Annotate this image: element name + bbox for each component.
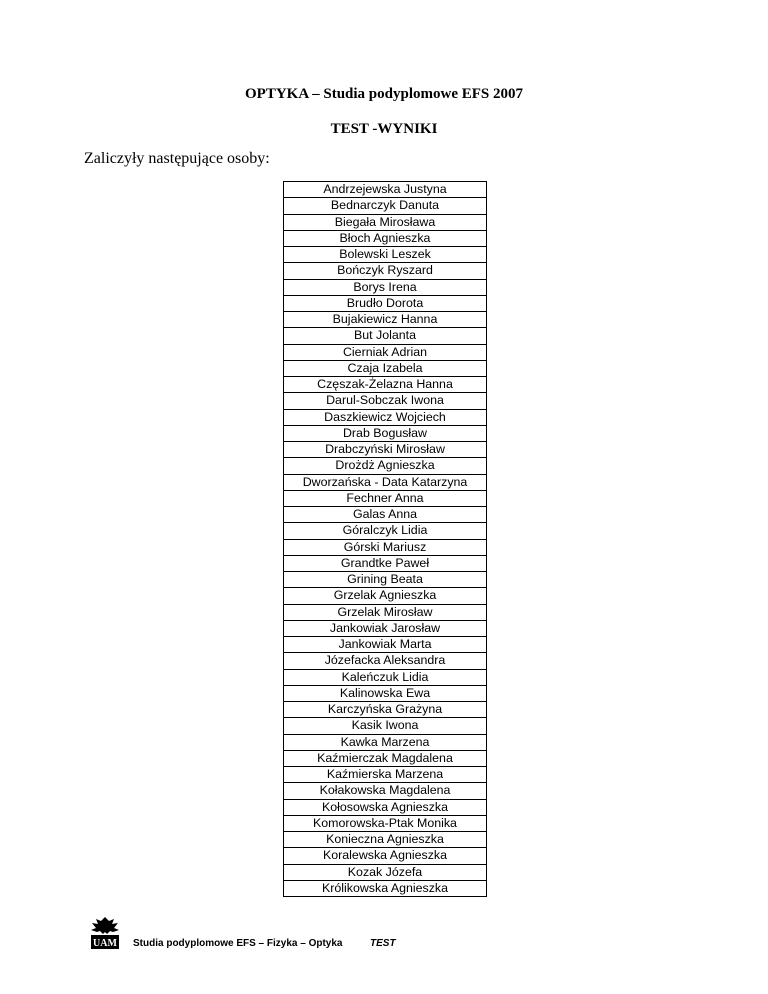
document-subtitle: TEST -WYNIKI <box>330 121 438 137</box>
table-row <box>284 279 487 295</box>
name-cell: Andrzejewska Justyna <box>284 182 487 198</box>
table-row <box>284 734 487 750</box>
table-row <box>284 702 487 718</box>
name-cell: Góralczyk Lidia <box>284 523 487 539</box>
table-row <box>284 328 487 344</box>
name-cell: Kalinowska Ewa <box>284 685 487 701</box>
name-cell: Drożdż Agnieszka <box>284 458 487 474</box>
name-cell: Cierniak Adrian <box>284 344 487 360</box>
name-cell: Błoch Agnieszka <box>284 230 487 246</box>
name-cell: Czaja Izabela <box>284 360 487 376</box>
table-row <box>284 263 487 279</box>
table-row <box>284 620 487 636</box>
name-cell: Grining Beata <box>284 572 487 588</box>
table-row <box>284 230 487 246</box>
table-row <box>284 458 487 474</box>
name-cell: Karczyńska Grażyna <box>284 702 487 718</box>
name-cell: Bujakiewicz Hanna <box>284 312 487 328</box>
table-row <box>284 848 487 864</box>
table-row <box>284 474 487 490</box>
table-row <box>284 604 487 620</box>
table-row <box>284 880 487 896</box>
table-row <box>284 214 487 230</box>
name-cell: Kasik Iwona <box>284 718 487 734</box>
name-cell: Kozak Józefa <box>284 864 487 880</box>
name-cell: Kawka Marzena <box>284 734 487 750</box>
table-row <box>284 442 487 458</box>
name-cell: Kołakowska Magdalena <box>284 783 487 799</box>
name-cell: Jankowiak Marta <box>284 637 487 653</box>
name-cell: Częszak-Żelazna Hanna <box>284 377 487 393</box>
name-cell: Bończyk Ryszard <box>284 263 487 279</box>
footer-text: Studia podyplomowe EFS – Fizyka – Optyka <box>133 938 343 949</box>
intro-text: Zaliczyły następujące osoby: <box>84 150 270 167</box>
table-row <box>284 409 487 425</box>
name-cell: Jankowiak Jarosław <box>284 620 487 636</box>
name-cell: Koralewska Agnieszka <box>284 848 487 864</box>
name-cell: But Jolanta <box>284 328 487 344</box>
table-row <box>284 572 487 588</box>
name-cell: Dworzańska - Data Katarzyna <box>284 474 487 490</box>
table-row <box>284 539 487 555</box>
name-cell: Komorowska-Ptak Monika <box>284 815 487 831</box>
table-row <box>284 588 487 604</box>
uam-eagle-logo-icon <box>90 916 120 950</box>
table-row <box>284 555 487 571</box>
table-row <box>284 815 487 831</box>
name-cell: Fechner Anna <box>284 490 487 506</box>
name-cell: Darul-Sobczak Iwona <box>284 393 487 409</box>
table-row <box>284 864 487 880</box>
name-cell: Górski Mariusz <box>284 539 487 555</box>
table-row <box>284 360 487 376</box>
name-cell: Bolewski Leszek <box>284 247 487 263</box>
table-row <box>284 685 487 701</box>
name-cell: Drab Bogusław <box>284 425 487 441</box>
table-row <box>284 295 487 311</box>
footer-tag: TEST <box>370 938 396 949</box>
name-cell: Bednarczyk Danuta <box>284 198 487 214</box>
name-cell: Kaźmierczak Magdalena <box>284 750 487 766</box>
name-cell: Daszkiewicz Wojciech <box>284 409 487 425</box>
logo-text: UAM <box>93 938 117 949</box>
name-cell: Kaleńczuk Lidia <box>284 669 487 685</box>
table-row <box>284 377 487 393</box>
table-row <box>284 799 487 815</box>
name-cell: Kaźmierska Marzena <box>284 767 487 783</box>
page-footer <box>0 916 768 956</box>
document-title: OPTYKA – Studia podyplomowe EFS 2007 <box>245 86 523 102</box>
table-row <box>284 767 487 783</box>
table-row <box>284 393 487 409</box>
table-row <box>284 507 487 523</box>
name-cell: Kołosowska Agnieszka <box>284 799 487 815</box>
name-cell: Brudło Dorota <box>284 295 487 311</box>
table-row <box>284 637 487 653</box>
table-row <box>284 182 487 198</box>
table-row <box>284 198 487 214</box>
name-cell: Borys Irena <box>284 279 487 295</box>
name-cell: Józefacka Aleksandra <box>284 653 487 669</box>
name-cell: Grzelak Agnieszka <box>284 588 487 604</box>
table-row <box>284 247 487 263</box>
name-cell: Galas Anna <box>284 507 487 523</box>
table-row <box>284 312 487 328</box>
name-cell: Grandtke Paweł <box>284 555 487 571</box>
table-row <box>284 490 487 506</box>
name-cell: Biegała Mirosława <box>284 214 487 230</box>
table-row <box>284 344 487 360</box>
name-cell: Drabczyński Mirosław <box>284 442 487 458</box>
table-row <box>284 669 487 685</box>
names-table <box>283 181 487 897</box>
table-row <box>284 523 487 539</box>
table-row <box>284 783 487 799</box>
table-row <box>284 750 487 766</box>
table-row <box>284 653 487 669</box>
name-cell: Konieczna Agnieszka <box>284 832 487 848</box>
table-row <box>284 832 487 848</box>
name-cell: Grzelak Mirosław <box>284 604 487 620</box>
name-cell: Królikowska Agnieszka <box>284 880 487 896</box>
table-row <box>284 425 487 441</box>
table-row <box>284 718 487 734</box>
